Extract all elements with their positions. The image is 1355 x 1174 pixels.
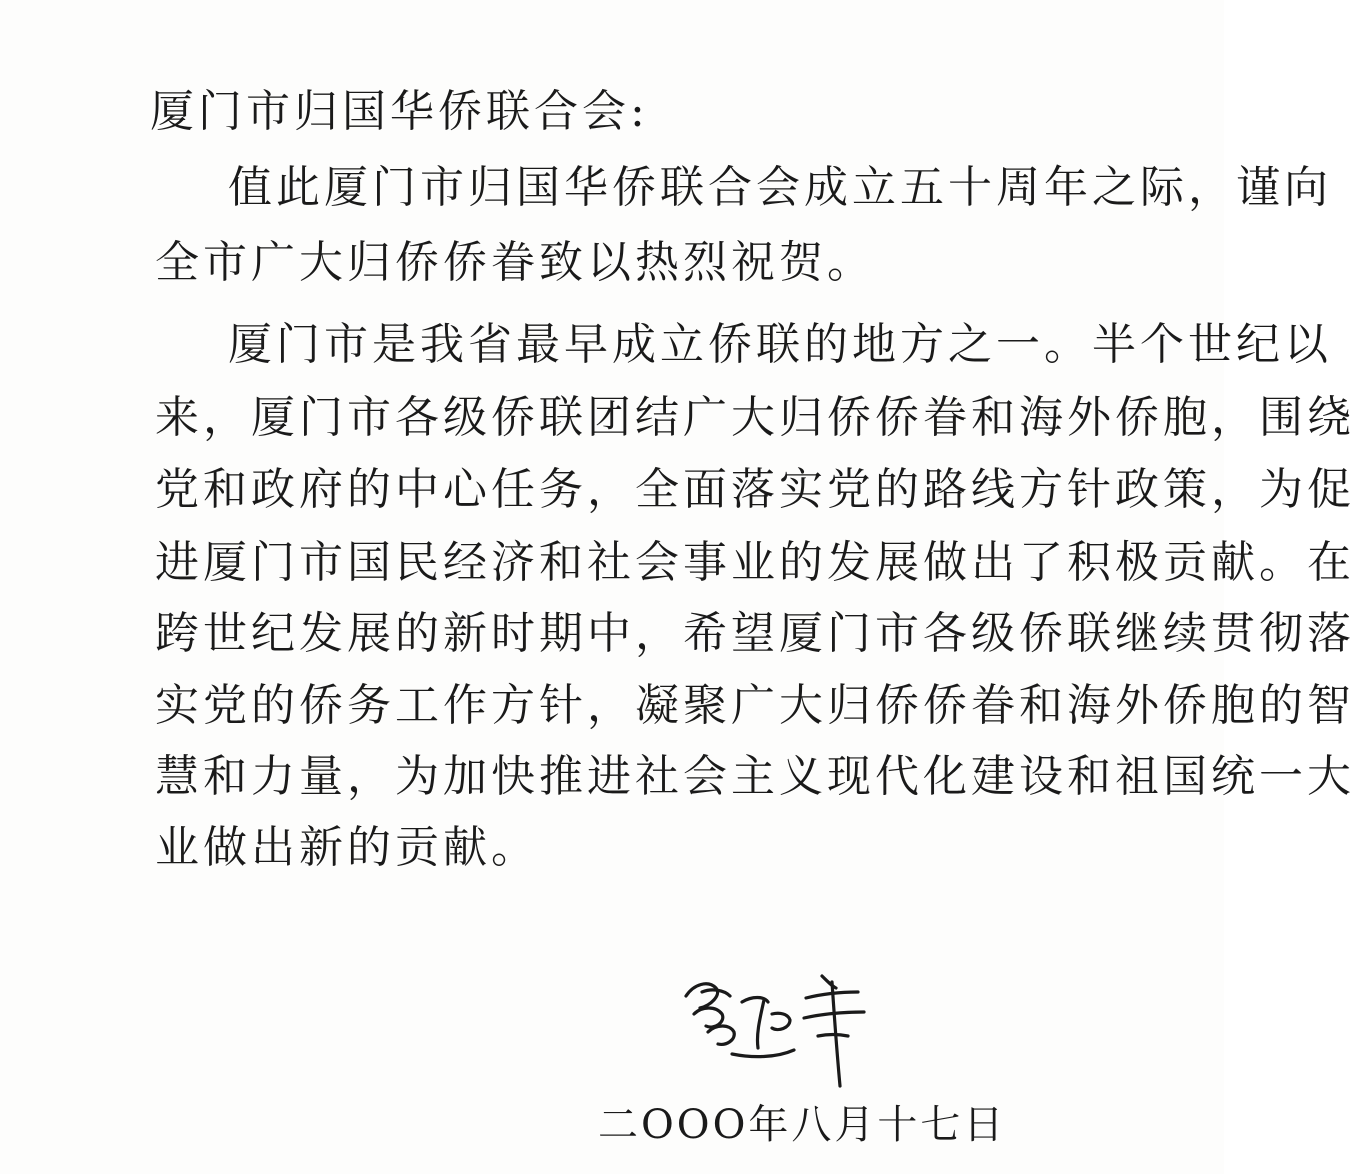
letter-date: 二OOO年八月十七日 <box>598 1102 1007 1148</box>
paragraph2-line-2: 来，厦门市各级侨联团结广大归侨侨眷和海外侨胞，围绕 <box>155 392 1355 443</box>
handwritten-signature <box>672 962 882 1092</box>
paragraph1-line-1: 值此厦门市归国华侨联合会成立五十周年之际，谨向 <box>228 162 1332 213</box>
paragraph2-line-5: 跨世纪发展的新时期中，希望厦门市各级侨联继续贯彻落 <box>155 608 1355 659</box>
paragraph2-line-4: 进厦门市国民经济和社会事业的发展做出了积极贡献。在 <box>155 537 1355 588</box>
paragraph2-line-6: 实党的侨务工作方针，凝聚广大归侨侨眷和海外侨胞的智 <box>155 680 1355 731</box>
paragraph1-line-2: 全市广大归侨侨眷致以热烈祝贺。 <box>155 237 875 288</box>
paragraph2-line-3: 党和政府的中心任务，全面落实党的路线方针政策，为促 <box>155 464 1355 515</box>
paragraph2-line-1: 厦门市是我省最早成立侨联的地方之一。半个世纪以 <box>228 319 1332 370</box>
paragraph2-line-8: 业做出新的贡献。 <box>155 822 539 873</box>
paragraph2-line-7: 慧和力量，为加快推进社会主义现代化建设和祖国统一大 <box>155 751 1355 802</box>
letter-addressee: 厦门市归国华侨联合会: <box>150 86 649 137</box>
